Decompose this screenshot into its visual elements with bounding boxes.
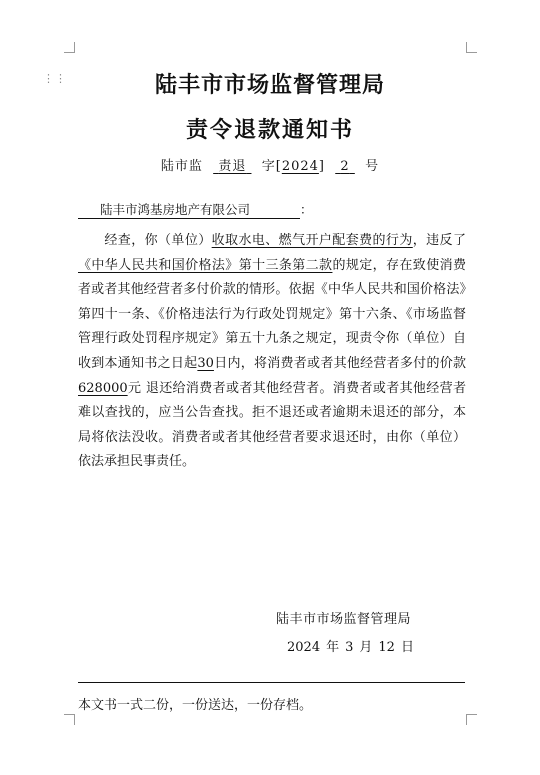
signature-organization: 陆丰市市场监督管理局 bbox=[276, 612, 412, 627]
footer-divider bbox=[78, 682, 465, 683]
addressee bbox=[78, 200, 313, 219]
margin-corner-bottom-right bbox=[466, 714, 477, 725]
date-year: 2024 bbox=[287, 640, 321, 655]
body-part-2: ，违反了 bbox=[412, 233, 466, 248]
body-part-1: 经查，你（单位） bbox=[104, 233, 212, 248]
margin-corner-top-left bbox=[64, 42, 75, 53]
signature-date bbox=[287, 636, 420, 655]
violated-law: 《中华人民共和国价格法》第十三条第二款 bbox=[78, 257, 333, 273]
body-part-5: 元 退还给消费者或者其他经营者。消费者或者其他经营者难以查找的，应当公告查找。拒不退还或者逾期未退还的部分，本局将依法没收。消费者或者其他经营者要求退还时，由你（单位）依法承担民事责任。 bbox=[78, 380, 466, 470]
copies-note: 本文书一式二份，一份送达，一份存档。 bbox=[78, 698, 313, 713]
body-part-4: 日内，将消费者或者其他经营者多付的价款 bbox=[213, 355, 466, 371]
violation-act: 收取水电、燃气开户配套费的行为 bbox=[211, 233, 413, 248]
date-month: 3 bbox=[345, 640, 354, 655]
refund-amount: 628000 bbox=[78, 380, 128, 396]
doc-number-value: 2 bbox=[340, 159, 350, 174]
margin-corner-top-right bbox=[466, 42, 477, 53]
addressee-colon: ： bbox=[300, 202, 313, 217]
notice-body bbox=[78, 229, 466, 475]
doc-number-suffix: 号 bbox=[365, 159, 380, 174]
date-month-unit: 月 bbox=[359, 640, 373, 655]
doc-number-zi: 字[ bbox=[261, 159, 282, 174]
date-day-unit: 日 bbox=[400, 640, 414, 655]
addressee-name: 陆丰市鸿基房地产有限公司 bbox=[78, 202, 300, 219]
document-title: 责令退款通知书 bbox=[185, 117, 354, 143]
body-part-3: 的规定，存在致使消费者或者其他经营者多付价款的情形。依据《中华人民共和国价格法》第四十一条、《价格违法行为行政处罚规定》第十六条、《市场监督管理行政处罚程序规定》第五十九条之规定，现责令你（单位）自收到本通知书之日起 bbox=[78, 257, 466, 371]
refund-days: 30 bbox=[197, 355, 214, 371]
agency-title: 陆丰市市场监督管理局 bbox=[154, 72, 385, 98]
date-year-unit: 年 bbox=[326, 640, 340, 655]
margin-corner-bottom-left bbox=[64, 714, 75, 725]
doc-number-close: ] bbox=[318, 159, 325, 174]
doc-number-type: 责退 bbox=[218, 159, 247, 174]
date-day: 12 bbox=[378, 640, 395, 655]
document-number bbox=[0, 155, 540, 174]
doc-number-year: 2024 bbox=[281, 159, 319, 174]
drag-handle-icon[interactable]: ⋮⋮ bbox=[43, 72, 67, 85]
doc-number-prefix: 陆市监 bbox=[160, 159, 203, 174]
